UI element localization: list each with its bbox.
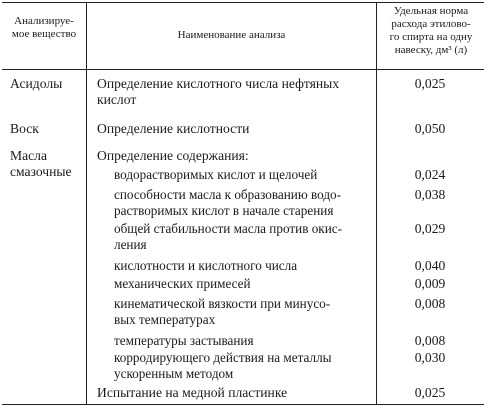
row-7-analysis: кислотности и кислотного числа <box>114 258 298 273</box>
header-analysis: Наименование анализа <box>177 29 286 41</box>
row-5-value: 0,038 <box>414 187 446 202</box>
row-5-analysis: способности масла к образованию водо- растворимых кислот в начале старения <box>114 187 342 218</box>
row-9-analysis: кинематической вязкости при минусо- вых температурах <box>114 296 331 327</box>
row-10-value: 0,008 <box>414 333 446 348</box>
row-8-value: 0,009 <box>414 276 446 291</box>
row-6-value: 0,029 <box>414 221 446 236</box>
row-6-analysis: общей стабильности масла против окис- ления <box>114 221 343 252</box>
row-2-substance: Воск <box>10 121 39 136</box>
row-10-analysis: температуры застывания <box>114 333 254 348</box>
row-9-value: 0,008 <box>414 296 446 311</box>
row-7-value: 0,040 <box>414 258 446 273</box>
row-12-analysis: Испытание на медной пластинке <box>97 385 288 400</box>
header-bottom-rule <box>2 69 484 70</box>
header-norm: Удельная норма расхода этилово- го спирта на одну навеску, дм³ (л) <box>389 5 473 56</box>
row-4-analysis: водорастворимых кислот и щелочей <box>114 167 318 182</box>
row-2-value: 0,050 <box>414 121 446 136</box>
row-11-value: 0,030 <box>414 350 446 365</box>
row-1-substance: Асидолы <box>10 76 63 91</box>
row-12-value: 0,025 <box>414 385 446 400</box>
row-4-value: 0,024 <box>414 167 446 182</box>
header-substance: Анализируе- мое вещество <box>11 15 77 40</box>
row-3-analysis: Определение содержания: <box>97 148 249 163</box>
row-1-analysis: Определение кислотного числа нефтяных кислот <box>97 76 340 107</box>
row-8-analysis: механических примесей <box>114 276 251 291</box>
row-1-value: 0,025 <box>414 76 446 91</box>
row-3-substance: Масла смазочные <box>10 148 72 179</box>
column-divider-1 <box>86 2 87 405</box>
table-bottom-rule <box>2 404 484 405</box>
row-2-analysis: Определение кислотности <box>97 121 250 136</box>
table-top-rule <box>2 2 484 3</box>
row-11-analysis: корродирующего действия на металлы ускоренным методом <box>114 350 332 381</box>
